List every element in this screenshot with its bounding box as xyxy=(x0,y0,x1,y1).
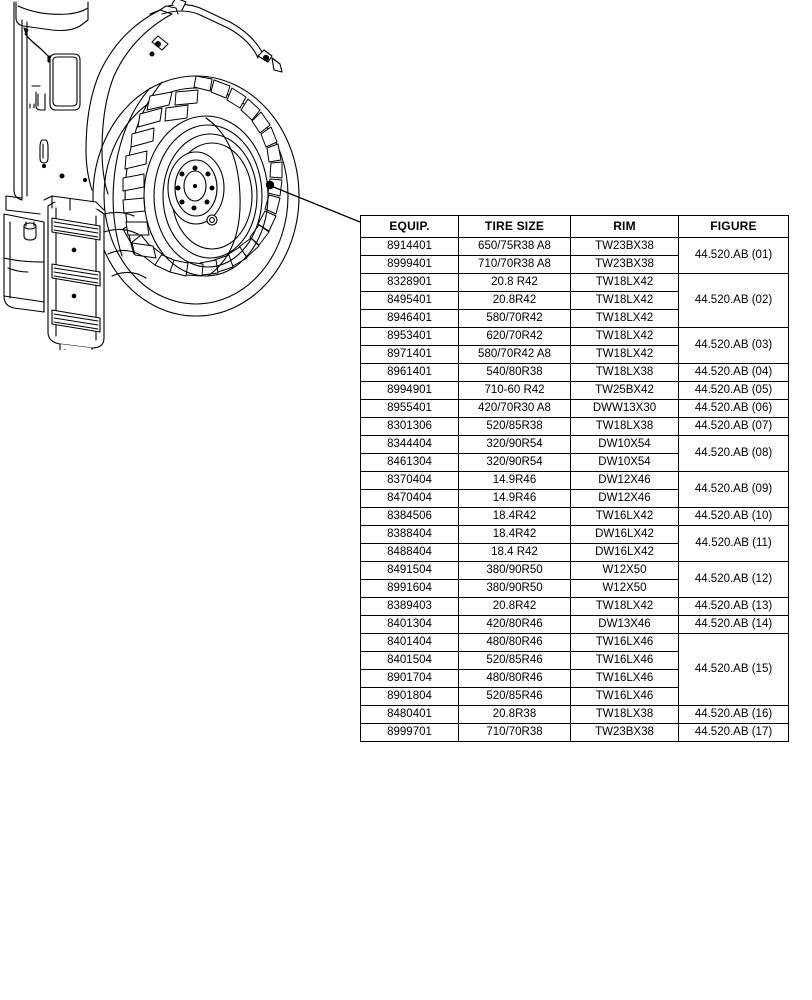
cell-figure: 44.520.AB (08) xyxy=(679,436,789,472)
cell-rim: TW16LX46 xyxy=(571,688,679,706)
table-row xyxy=(361,706,789,724)
cell-tire-size: 540/80R38 xyxy=(459,364,571,382)
cell-tire-size: 320/90R54 xyxy=(459,436,571,454)
cell-equip: 8401504 xyxy=(361,652,459,670)
cell-tire-size: 380/90R50 xyxy=(459,562,571,580)
access-steps xyxy=(44,196,104,350)
cell-equip: 8488404 xyxy=(361,544,459,562)
cell-equip: 8461304 xyxy=(361,454,459,472)
cell-equip: 8914401 xyxy=(361,238,459,256)
table-row xyxy=(361,724,789,742)
cell-figure: 44.520.AB (17) xyxy=(679,724,789,742)
cell-equip: 8491504 xyxy=(361,562,459,580)
cell-tire-size: 520/85R46 xyxy=(459,688,571,706)
cell-rim: DW13X46 xyxy=(571,616,679,634)
cell-equip: 8370404 xyxy=(361,472,459,490)
cell-figure: 44.520.AB (16) xyxy=(679,706,789,724)
cell-tire-size: 20.8R42 xyxy=(459,292,571,310)
cell-equip: 8389403 xyxy=(361,598,459,616)
cell-equip: 8388404 xyxy=(361,526,459,544)
cell-figure: 44.520.AB (05) xyxy=(679,382,789,400)
cell-figure: 44.520.AB (13) xyxy=(679,598,789,616)
table-row xyxy=(361,436,789,454)
cell-tire-size: 520/85R46 xyxy=(459,652,571,670)
cell-tire-size: 480/80R46 xyxy=(459,634,571,652)
cell-rim: W12X50 xyxy=(571,562,679,580)
cell-rim: TW18LX42 xyxy=(571,328,679,346)
column-header-tire: TIRE SIZE xyxy=(459,216,571,238)
cell-tire-size: 420/80R46 xyxy=(459,616,571,634)
table-header-row xyxy=(361,216,789,238)
table-row xyxy=(361,472,789,490)
tractor-rear-wheel-illustration xyxy=(0,0,380,350)
cell-rim: TW18LX38 xyxy=(571,706,679,724)
cell-tire-size: 520/85R38 xyxy=(459,418,571,436)
cell-tire-size: 580/70R42 A8 xyxy=(459,346,571,364)
table-row xyxy=(361,238,789,256)
cell-tire-size: 420/70R30 A8 xyxy=(459,400,571,418)
cell-figure: 44.520.AB (03) xyxy=(679,328,789,364)
cell-equip: 8955401 xyxy=(361,400,459,418)
cell-figure: 44.520.AB (11) xyxy=(679,526,789,562)
cell-equip: 8495401 xyxy=(361,292,459,310)
table-row xyxy=(361,598,789,616)
cell-rim: TW18LX42 xyxy=(571,310,679,328)
cell-rim: DW12X46 xyxy=(571,490,679,508)
wheel-hub xyxy=(168,152,224,225)
cell-equip: 8994901 xyxy=(361,382,459,400)
table-row xyxy=(361,400,789,418)
cell-rim: TW18LX42 xyxy=(571,598,679,616)
cell-tire-size: 480/80R46 xyxy=(459,670,571,688)
table-row xyxy=(361,274,789,292)
cell-equip: 8470404 xyxy=(361,490,459,508)
cell-rim: DW10X54 xyxy=(571,436,679,454)
cell-tire-size: 18.4 R42 xyxy=(459,544,571,562)
cell-tire-size: 20.8R38 xyxy=(459,706,571,724)
table-row xyxy=(361,634,789,652)
cell-equip: 8971401 xyxy=(361,346,459,364)
tire-and-rim-application-table xyxy=(360,215,789,742)
cell-equip: 8999401 xyxy=(361,256,459,274)
cell-tire-size: 580/70R42 xyxy=(459,310,571,328)
cell-rim: TW23BX38 xyxy=(571,256,679,274)
cell-equip: 8344404 xyxy=(361,436,459,454)
cell-rim: TW18LX42 xyxy=(571,292,679,310)
cell-tire-size: 650/75R38 A8 xyxy=(459,238,571,256)
cell-figure: 44.520.AB (12) xyxy=(679,562,789,598)
cell-rim: TW18LX42 xyxy=(571,274,679,292)
cell-rim: DW16LX42 xyxy=(571,544,679,562)
table-row xyxy=(361,526,789,544)
table-row xyxy=(361,418,789,436)
parts-table-container xyxy=(360,215,788,742)
side-mirror xyxy=(24,28,80,110)
cell-figure: 44.520.AB (14) xyxy=(679,616,789,634)
cell-figure: 44.520.AB (07) xyxy=(679,418,789,436)
cell-rim: TW25BX42 xyxy=(571,382,679,400)
cell-rim: DW10X54 xyxy=(571,454,679,472)
cell-figure: 44.520.AB (02) xyxy=(679,274,789,328)
cell-rim: DW12X46 xyxy=(571,472,679,490)
cell-equip: 8384506 xyxy=(361,508,459,526)
cell-figure: 44.520.AB (04) xyxy=(679,364,789,382)
cell-tire-size: 320/90R54 xyxy=(459,454,571,472)
column-header-figure: FIGURE xyxy=(679,216,789,238)
fuel-tank xyxy=(4,214,44,312)
cell-tire-size: 14.9R46 xyxy=(459,472,571,490)
cell-figure: 44.520.AB (09) xyxy=(679,472,789,508)
cell-equip: 8301306 xyxy=(361,418,459,436)
cell-equip: 8991604 xyxy=(361,580,459,598)
cell-tire-size: 18.4R42 xyxy=(459,508,571,526)
cell-rim: DW16LX42 xyxy=(571,526,679,544)
cell-figure: 44.520.AB (06) xyxy=(679,400,789,418)
cell-rim: TW16LX42 xyxy=(571,508,679,526)
cell-tire-size: 380/90R50 xyxy=(459,580,571,598)
table-row xyxy=(361,382,789,400)
table-row xyxy=(361,616,789,634)
cell-tire-size: 20.8R42 xyxy=(459,598,571,616)
table-row xyxy=(361,562,789,580)
cell-tire-size: 710/70R38 xyxy=(459,724,571,742)
cell-equip: 8328901 xyxy=(361,274,459,292)
cell-tire-size: 14.9R46 xyxy=(459,490,571,508)
cell-tire-size: 620/70R42 xyxy=(459,328,571,346)
cell-rim: TW16LX46 xyxy=(571,670,679,688)
cell-figure: 44.520.AB (10) xyxy=(679,508,789,526)
door-handle xyxy=(40,140,87,182)
cell-tire-size: 20.8 R42 xyxy=(459,274,571,292)
cell-rim: TW16LX46 xyxy=(571,652,679,670)
table-row xyxy=(361,328,789,346)
cell-equip: 8946401 xyxy=(361,310,459,328)
cell-equip: 8901704 xyxy=(361,670,459,688)
cell-rim: W12X50 xyxy=(571,580,679,598)
cell-rim: TW18LX38 xyxy=(571,418,679,436)
cell-equip: 8953401 xyxy=(361,328,459,346)
cell-rim: TW18LX38 xyxy=(571,364,679,382)
cell-equip: 8901804 xyxy=(361,688,459,706)
cell-figure: 44.520.AB (15) xyxy=(679,634,789,706)
cell-equip: 8401404 xyxy=(361,634,459,652)
column-header-equip: EQUIP. xyxy=(361,216,459,238)
cell-equip: 8480401 xyxy=(361,706,459,724)
cell-tire-size: 710/70R38 A8 xyxy=(459,256,571,274)
fuel-cap xyxy=(24,222,36,240)
cell-equip: 8999701 xyxy=(361,724,459,742)
cell-equip: 8961401 xyxy=(361,364,459,382)
cell-equip: 8401304 xyxy=(361,616,459,634)
table-row xyxy=(361,508,789,526)
cell-rim: TW23BX38 xyxy=(571,724,679,742)
cell-rim: TW18LX42 xyxy=(571,346,679,364)
cell-tire-size: 710-60 R42 xyxy=(459,382,571,400)
cell-tire-size: 18.4R42 xyxy=(459,526,571,544)
cell-rim: TW23BX38 xyxy=(571,238,679,256)
table-row xyxy=(361,364,789,382)
cell-rim: DWW13X30 xyxy=(571,400,679,418)
cell-figure: 44.520.AB (01) xyxy=(679,238,789,274)
cell-rim: TW16LX46 xyxy=(571,634,679,652)
column-header-rim: RIM xyxy=(571,216,679,238)
